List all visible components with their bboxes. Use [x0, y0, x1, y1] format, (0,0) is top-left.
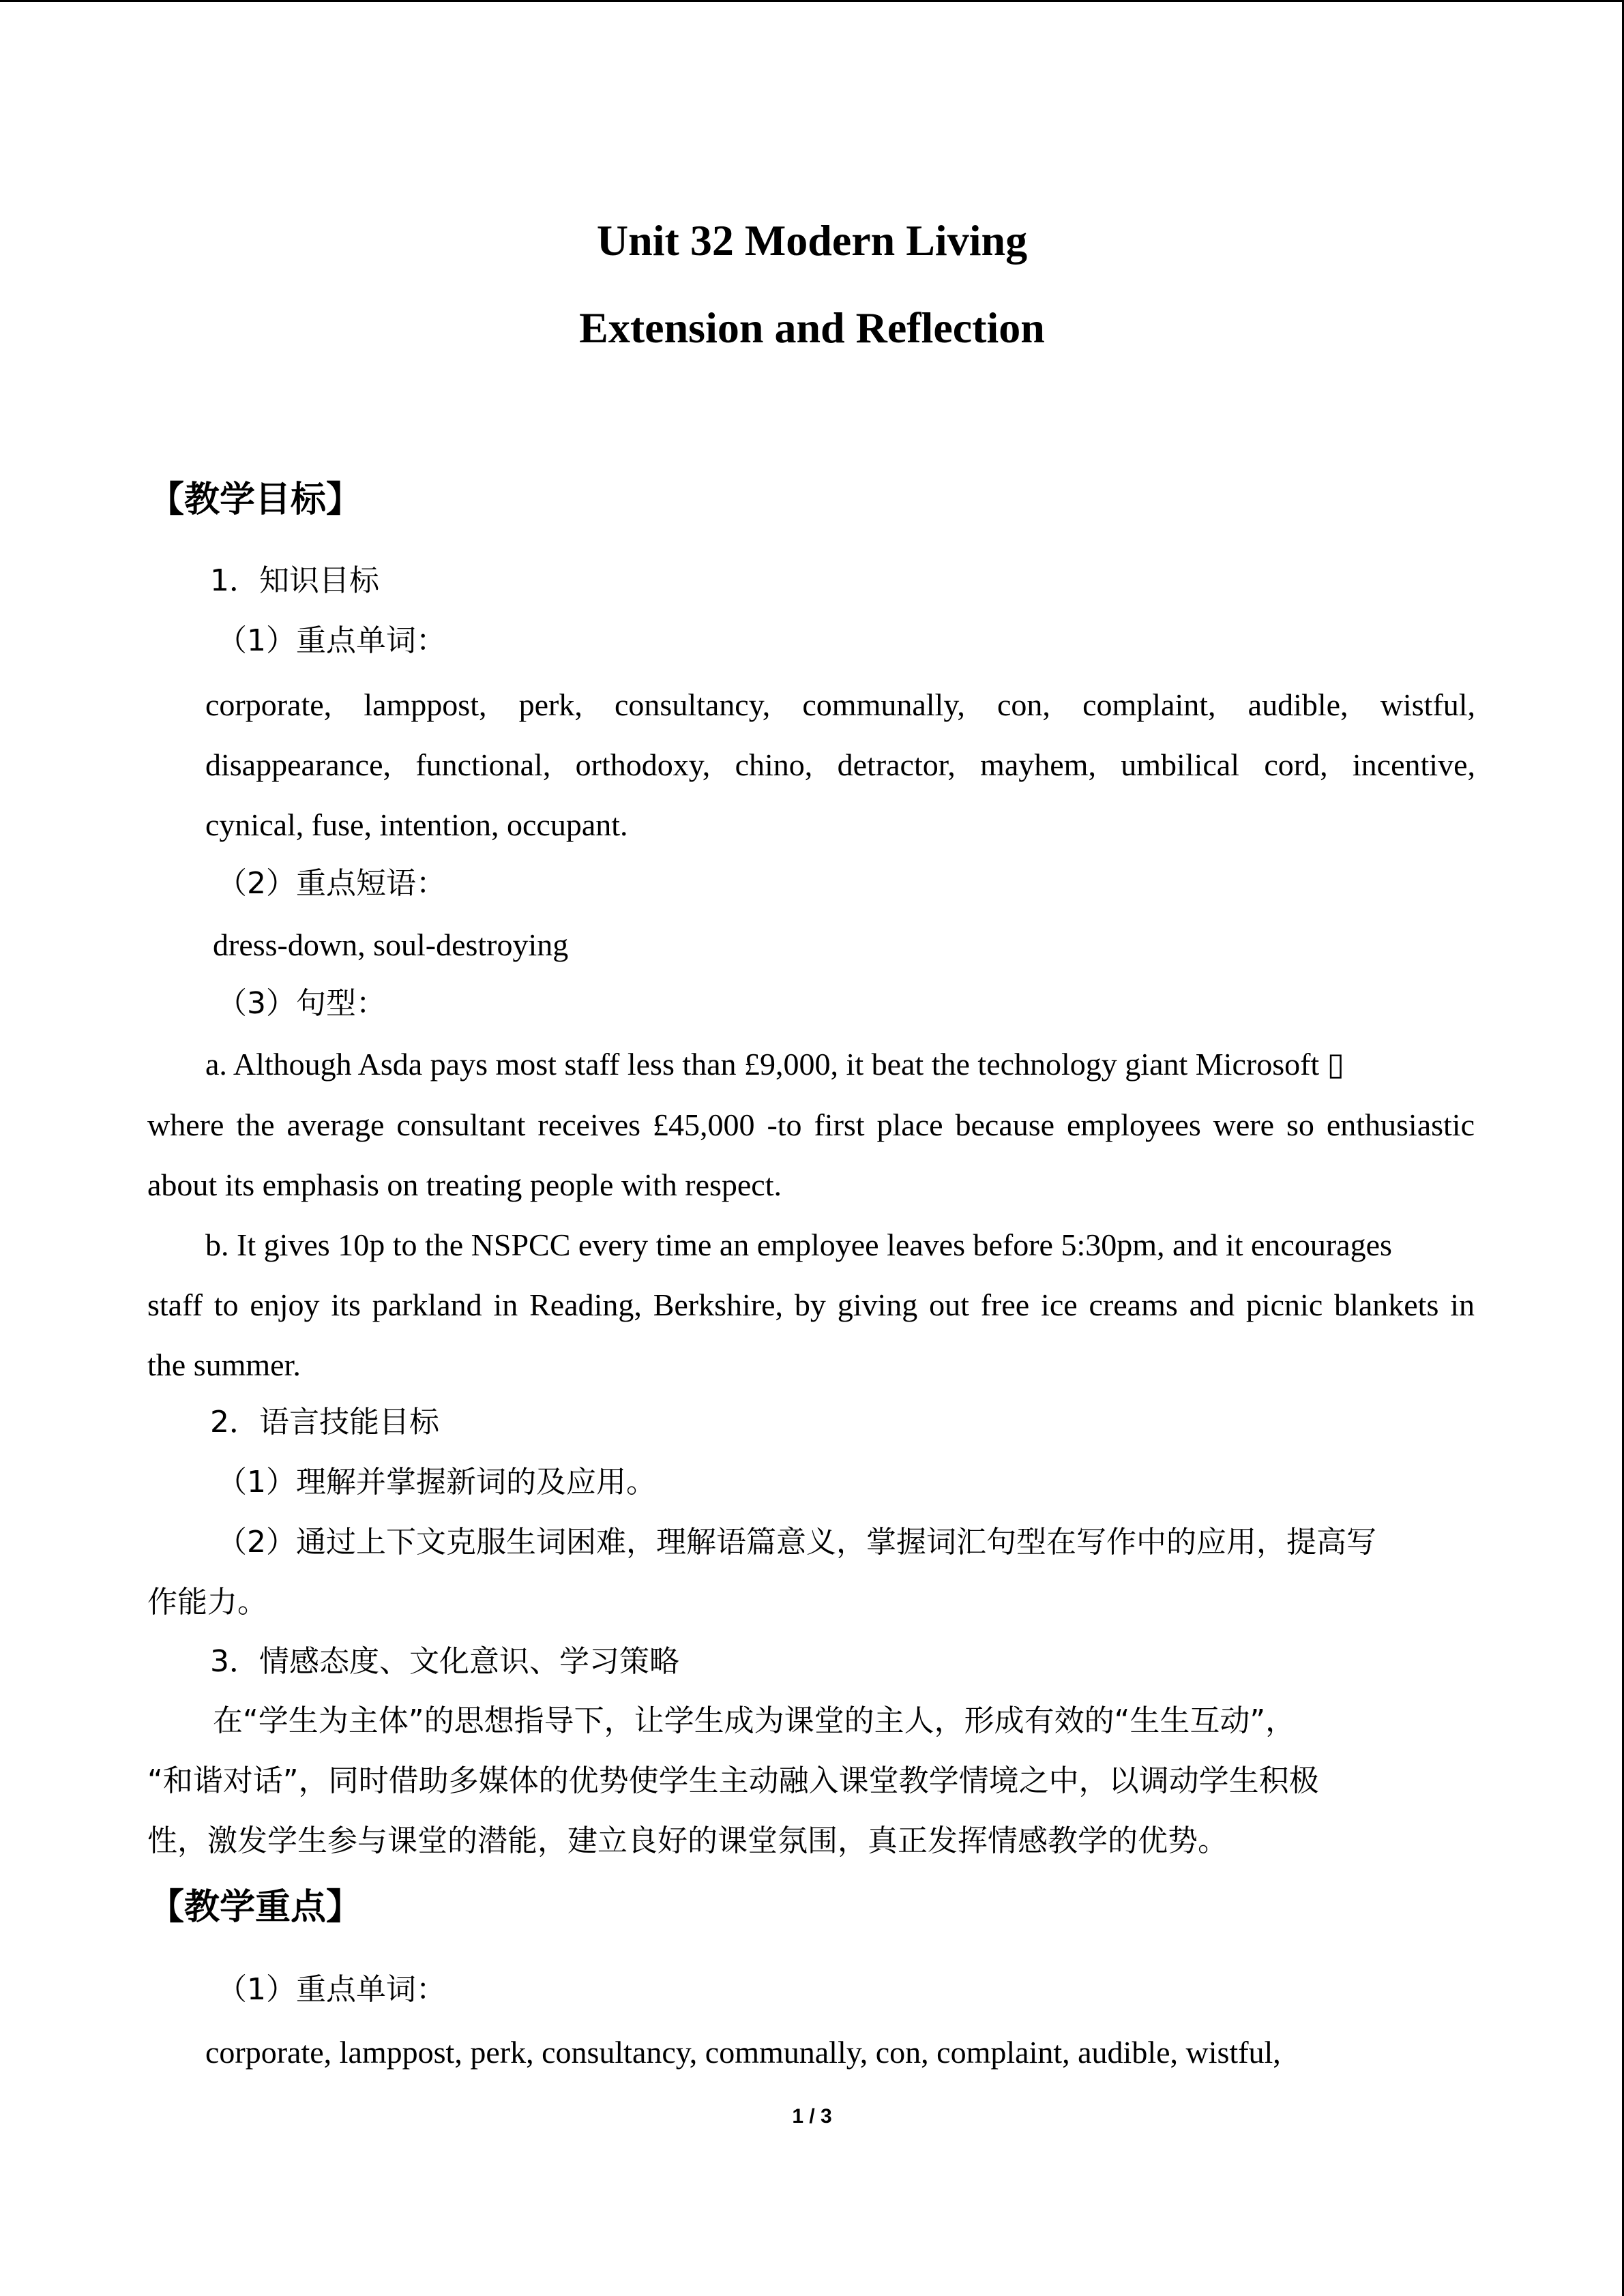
- phrases-text: dress-down, soul-destroying: [213, 927, 569, 962]
- document-subtitle: Extension and Reflection: [579, 303, 1045, 352]
- page-number: 1 / 3: [792, 2105, 832, 2128]
- document-title: Unit 32 Modern Living: [596, 216, 1028, 265]
- phrases-label: （2）重点短语：: [217, 866, 446, 901]
- vocab-line: cynical, fuse, intention, occupant.: [205, 807, 628, 842]
- section-heading-key-points: 【教学重点】: [149, 1887, 362, 1928]
- attitude-paragraph-line: 在“学生为主体”的思想指导下，让学生成为课堂的主人，形成有效的“生生互动”，: [213, 1703, 1296, 1738]
- sentence-a-line: where the average consultant receives £45,000 -to first place because employees were so enthusiastic: [147, 1107, 1475, 1142]
- skills-item-2-line: （2）通过上下文克服生词困难，理解语篇意义，掌握词汇句型在写作中的应用，提高写: [217, 1525, 1376, 1560]
- key-points-vocab-label: （1）重点单词：: [217, 1972, 446, 2007]
- vocab-line: corporate, lamppost, perk, consultancy, communally, con, complaint, audible, wistful,: [205, 687, 1475, 722]
- vocab-label: （1）重点单词：: [217, 623, 446, 658]
- skills-item-1: （1）理解并掌握新词的及应用。: [217, 1465, 656, 1500]
- skills-objective-label: 2．语言技能目标: [210, 1405, 439, 1440]
- skills-item-2-line: 作能力。: [147, 1585, 267, 1620]
- sentence-a-line: a. Although Asda pays most staff less than £9,000, it beat the technology giant Microsoft ▯: [205, 1047, 1345, 1082]
- section-heading-objectives: 【教学目标】: [149, 479, 362, 520]
- sentence-b-line: the summer.: [147, 1347, 301, 1382]
- attitude-paragraph-line: 性，激发学生参与课堂的潜能，建立良好的课堂氛围，真正发挥情感教学的优势。: [147, 1823, 1228, 1858]
- vocab-line: disappearance, functional, orthodoxy, chino, detractor, mayhem, umbilical cord, incentive,: [205, 747, 1475, 782]
- knowledge-objective-label: 1．知识目标: [210, 563, 379, 598]
- sentence-a-line: about its emphasis on treating people with respect.: [147, 1167, 782, 1202]
- attitude-paragraph-line: “和谐对话”，同时借助多媒体的优势使学生主动融入课堂教学情境之中，以调动学生积极: [147, 1763, 1319, 1798]
- key-points-vocab-line: corporate, lamppost, perk, consultancy, communally, con, complaint, audible, wistful,: [205, 2035, 1281, 2070]
- sentence-b-line: b. It gives 10p to the NSPCC every time an employee leaves before 5:30pm, and it encourages: [205, 1227, 1392, 1262]
- attitude-objective-label: 3．情感态度、文化意识、学习策略: [210, 1644, 679, 1679]
- patterns-label: （3）句型：: [217, 986, 386, 1021]
- page-border-top: [0, 0, 1624, 2]
- sentence-b-line: staff to enjoy its parkland in Reading, Berkshire, by giving out free ice creams and picnic blankets in: [147, 1287, 1475, 1322]
